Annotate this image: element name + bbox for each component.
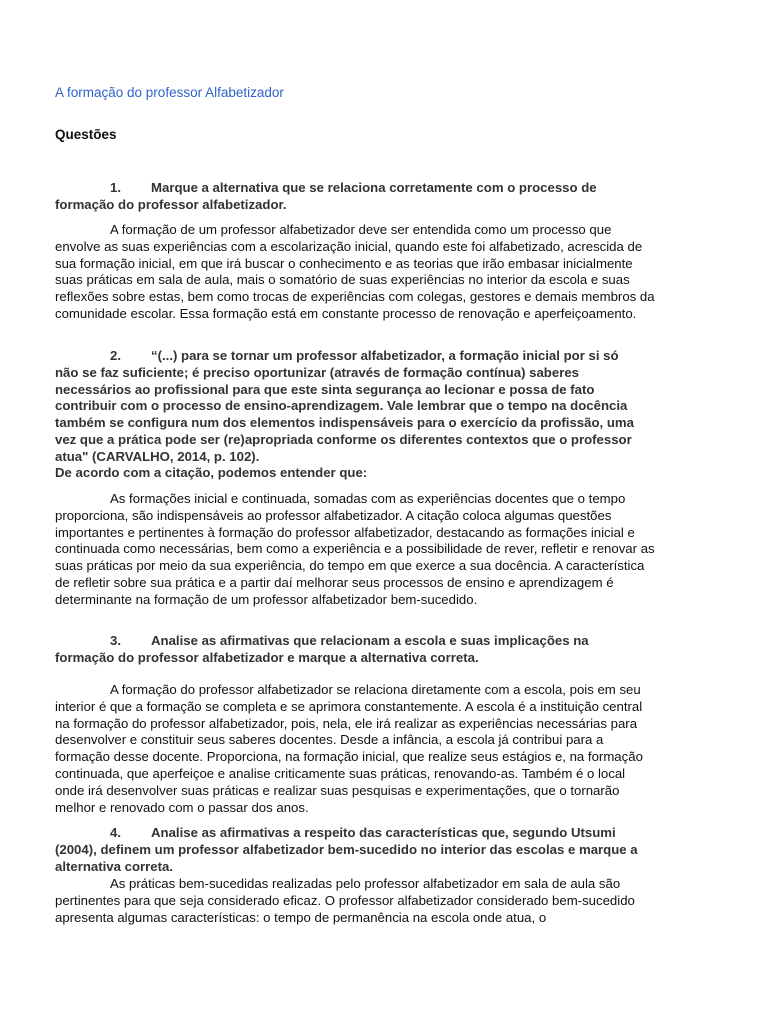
question-4 xyxy=(55,825,645,875)
question-3 xyxy=(55,633,645,667)
question-text: “(...) para se tornar um professor alfabetizador, a formação inicial por si só não se faz suficiente; é preciso oportunizar (através de formação contínua) saberes necessários ao profissional para que este sinta segurança ao lecionar e possa de fato contribuir com o processo de ensino-aprendizagem. Vale lembrar que o tempo na docência também se configura num dos elementos indispensáveis para o exercício da profissão, uma vez que a prática pode ser (re)apropriada conforme os diferentes contextos que o professor atua" (CARVALHO, 2014, p. 102). xyxy=(55,348,634,464)
answer-1: A formação de um professor alfabetizador deve ser entendida como um processo que envolve as suas experiências com a escolarização inicial, quando este foi alfabetizado, acrescida de sua formação inicial, em que irá buscar o conhecimento e as teorias que irão embasar inicialmente suas práticas em sala de aula, mais o somatório de suas experiências no interior da escola e suas reflexões sobre estas, bem como trocas de experiências com colegas, gestores e demais membros da comunidade escolar. Essa formação está em constante processo de renovação e aperfeiçoamento. xyxy=(55,222,655,321)
question-text: Analise as afirmativas a respeito das características que, segundo Utsumi (2004), definem um professor alfabetizador bem-sucedido no interior das escolas e marque a alternativa correta. xyxy=(55,825,638,874)
question-2 xyxy=(55,348,645,466)
answer-2: As formações inicial e continuada, somadas com as experiências docentes que o tempo proporciona, são indispensáveis ao professor alfabetizador. A citação coloca algumas questões importantes e pertinentes à formação do professor alfabetizador, destacando as formações inicial e continuada como necessárias, bem como a experiência e a possibilidade de rever, refletir e renovar as suas práticas por meio da sua experiência, do tempo em que exerce a sua docência. A característica de refletir sobre sua prática e a partir daí melhorar seus processos de ensino e aprendizagem é determinante na formação de um professor alfabetizador bem-sucedido. xyxy=(55,491,655,607)
document-title: A formação do professor Alfabetizador xyxy=(55,85,284,100)
answer-4: As práticas bem-sucedidas realizadas pelo professor alfabetizador em sala de aula são pertinentes para que seja considerado eficaz. O professor alfabetizador considerado bem-sucedido apresenta algumas características: o tempo de permanência na escola onde atua, o xyxy=(55,876,635,925)
question-number: 1. xyxy=(110,180,121,195)
question-number: 2. xyxy=(110,348,121,363)
answer-3: A formação do professor alfabetizador se relaciona diretamente com a escola, pois em seu interior é que a formação se completa e se aprimora constantemente. A escola é a instituição central na formação do professor alfabetizador, pois, nela, ele irá realizar as experiências necessárias para desenvolver e constituir seus saberes docentes. Desde a infância, a escola já contribui para a formação desse docente. Proporciona, na formação inicial, que realize seus estágios e, na formação continuada, que aperfeiçoe e analise criticamente suas práticas, renovando-as. Também é o local onde irá desenvolver suas práticas e realizar suas pesquisas e experimentações, que o tornarão melhor e renovado com o passar dos anos. xyxy=(55,682,643,815)
question-text: Analise as afirmativas que relacionam a escola e suas implicações na formação do professor alfabetizador e marque a alternativa correta. xyxy=(55,633,589,665)
section-heading: Questões xyxy=(55,127,117,142)
question-text: Marque a alternativa que se relaciona corretamente com o processo de formação do professor alfabetizador. xyxy=(55,180,597,212)
question-2-followup: De acordo com a citação, podemos entender que: xyxy=(55,465,368,480)
question-1 xyxy=(55,180,645,214)
question-number: 3. xyxy=(110,633,121,648)
question-number: 4. xyxy=(110,825,121,840)
